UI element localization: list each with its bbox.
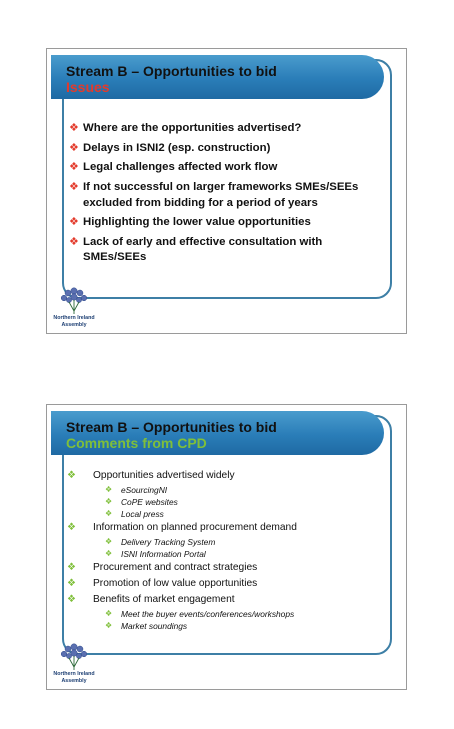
- diamond-bullet-icon: ❖: [105, 549, 113, 558]
- slide-comments: [46, 404, 407, 690]
- diamond-bullet-icon: ❖: [69, 161, 79, 174]
- diamond-bullet-icon: ❖: [67, 522, 76, 533]
- diamond-bullet-icon: ❖: [69, 235, 79, 248]
- diamond-bullet-icon: ❖: [67, 562, 76, 573]
- diamond-bullet-icon: ❖: [69, 181, 79, 194]
- slide-header: [51, 55, 384, 99]
- diamond-bullet-icon: ❖: [105, 609, 113, 618]
- bullet-item: ❖ Lack of early and effective consultation with SMEs/SEEs: [69, 235, 323, 264]
- bullet-item: ❖ Legal challenges affected work flow: [69, 160, 387, 176]
- sub-bullet-list: [67, 484, 387, 520]
- diamond-bullet-icon: ❖: [69, 122, 79, 134]
- diamond-bullet-icon: ❖: [105, 509, 113, 518]
- diamond-bullet-icon: ❖: [67, 470, 76, 481]
- slide-title: Stream B – Opportunities to bid: [66, 63, 277, 79]
- sub-bullet-item: ❖ ISNI Information Portal: [105, 549, 206, 559]
- logo-text: Northern Ireland Assembly: [53, 671, 95, 684]
- sub-bullet-list: [67, 536, 387, 560]
- sub-bullet-item: ❖ Local press: [105, 509, 164, 519]
- slide-title: Stream B – Opportunities to bid: [66, 419, 277, 435]
- bullet-item: ❖ Highlighting the lower value opportunities: [69, 215, 387, 231]
- bullet-list: [67, 468, 387, 632]
- flax-flower-icon: [58, 641, 90, 671]
- diamond-bullet-icon: ❖: [105, 537, 113, 546]
- bullet-item: ❖ Opportunities advertised widely ❖ eSourcingNI ❖ CoPE websites ❖ Local press: [67, 468, 387, 520]
- bullet-item: ❖ Where are the opportunities advertised?: [69, 121, 387, 137]
- sub-bullet-item: ❖ CoPE websites: [105, 497, 178, 507]
- bullet-item: ❖ Delays in ISNI2 (esp. construction): [69, 141, 387, 157]
- sub-bullet-item: ❖ Delivery Tracking System: [105, 537, 216, 547]
- diamond-bullet-icon: ❖: [105, 497, 113, 506]
- diamond-bullet-icon: ❖: [105, 485, 113, 494]
- assembly-logo: [49, 641, 99, 689]
- sub-bullet-item: ❖ eSourcingNI: [105, 485, 168, 495]
- bullet-item: ❖ Promotion of low value opportunities: [67, 576, 387, 592]
- slide-issues: [46, 48, 407, 334]
- diamond-bullet-icon: ❖: [67, 594, 76, 605]
- diamond-bullet-icon: ❖: [69, 141, 79, 154]
- diamond-bullet-icon: ❖: [69, 216, 79, 229]
- slide-subtitle: Comments from CPD: [66, 435, 207, 451]
- bullet-list: [69, 121, 387, 270]
- flax-flower-icon: [58, 285, 90, 315]
- diamond-bullet-icon: ❖: [105, 621, 113, 630]
- bullet-item: ❖ If not successful on larger frameworks SMEs/SEEs excluded from bidding for a period of years: [69, 181, 359, 209]
- slide-subtitle: Issues: [66, 79, 110, 95]
- sub-bullet-item: ❖ Market soundings: [105, 621, 188, 631]
- sub-bullet-list: [67, 608, 387, 632]
- bullet-item: ❖ Benefits of market engagement ❖ Meet the buyer events/conferences/workshops ❖ Market soundings: [67, 592, 387, 632]
- diamond-bullet-icon: ❖: [67, 578, 76, 589]
- slide-header: [51, 411, 384, 455]
- bullet-item: ❖ Procurement and contract strategies: [67, 560, 387, 576]
- logo-text: Northern Ireland Assembly: [53, 315, 95, 328]
- assembly-logo: [49, 285, 99, 333]
- bullet-item: ❖ Information on planned procurement demand ❖ Delivery Tracking System ❖ ISNI Information Portal: [67, 520, 387, 560]
- sub-bullet-item: ❖ Meet the buyer events/conferences/workshops: [105, 609, 295, 619]
